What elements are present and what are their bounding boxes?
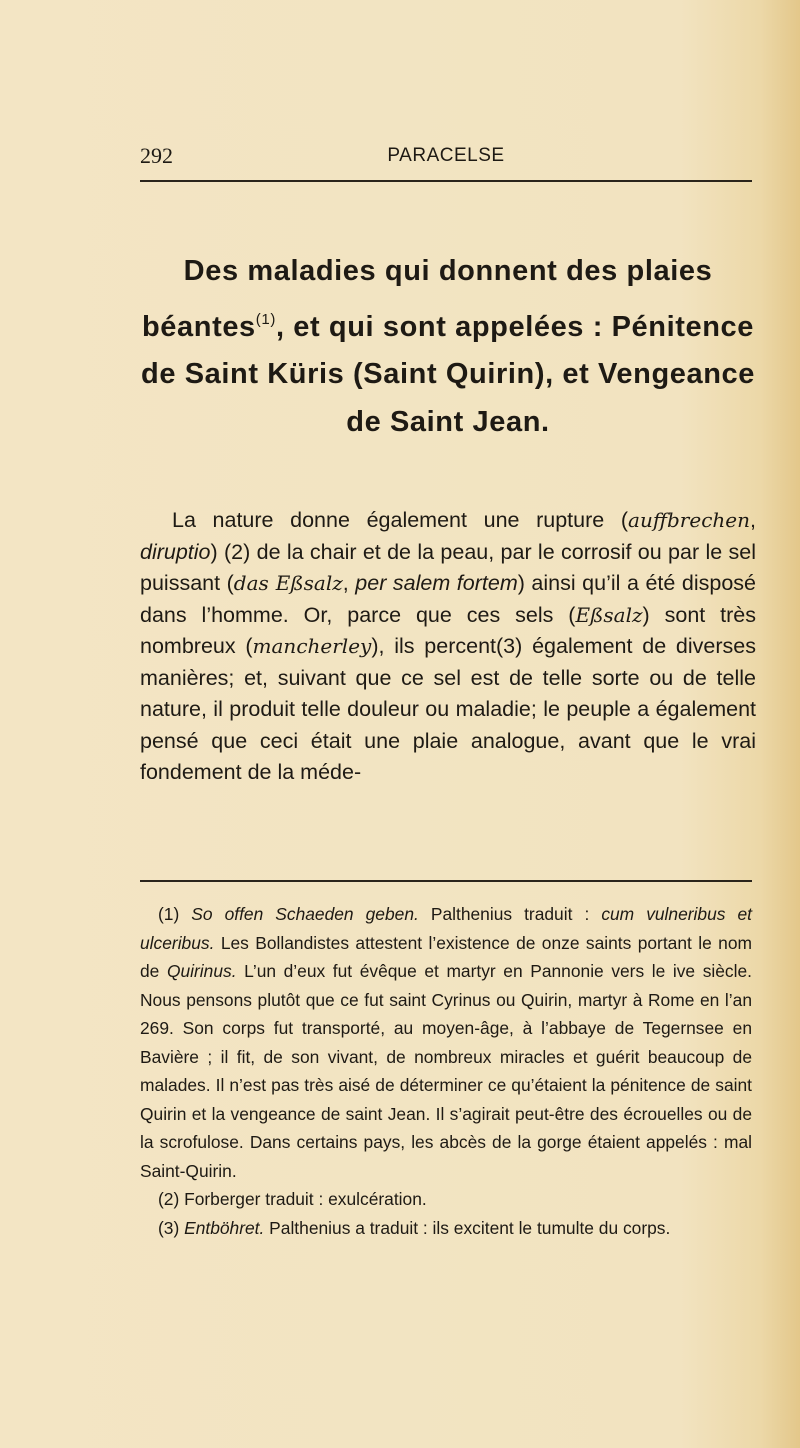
footnote-3 <box>140 1214 752 1243</box>
page-header <box>140 143 752 171</box>
body-text-run: ), ils percent(3) également de diverses manières; et, suivant que ce sel est de telle sorte ou de telle nature, il produit telle douleur ou maladie; le peuple a également pensé que ceci était une plaie analogue, avant que le vrai fondement de la méde- <box>140 634 756 784</box>
footnote-text-run: (1) <box>158 904 192 924</box>
gothic-term: mancherley <box>252 634 372 658</box>
body-text <box>140 505 756 789</box>
footnote-text-run: (3) <box>158 1217 185 1238</box>
footnote-text-run: L’un d’eux fut évêque et martyr en Pannonie vers le ive siècle. Nous pensons plutôt que ce fut saint Cyrinus ou Quirin, martyr à Rome en l’an 269. Son corps fut transporté, au moyen-âge, à l’abbaye de Tegernsee en Bavière ; il fit, de son vivant, de nombreux miracles et guérit beaucoup de malades. Il n’est pas très aisé de déterminer ce qu’étaient la pénitence de saint Quirin et la vengeance de saint Jean. Il s’agirait peut-être des écrouelles ou de la scrofulose. Dans certains pays, les abcès de la gorge étaient appelés : mal Saint-Quirin. <box>140 961 752 1181</box>
title-part-1: Des maladies qui donnent des plaies béantes <box>141 255 713 343</box>
body-text-run: La nature donne également une rupture ( <box>172 508 629 532</box>
title-part-2: , et qui sont appelées : Pénitence de Saint Küris (Saint Quirin), et Vengeance de Saint Jean. <box>141 310 755 438</box>
header-rule <box>140 180 752 182</box>
gothic-term: das Eßsalz <box>233 571 343 595</box>
latin-term: diruptio <box>140 539 211 564</box>
footnotes <box>140 900 752 1242</box>
footnote-2: (2) Forberger traduit : exulcération. <box>158 1189 427 1209</box>
footnote-text-run: Les Bollandistes attestent l’existence de onze saints portant le nom de <box>140 932 752 981</box>
latin-term: per salem fortem <box>355 571 518 595</box>
body-paragraph <box>140 505 756 789</box>
footnote-rule <box>140 880 752 882</box>
gothic-term: auffbrechen <box>628 508 751 532</box>
page-number: 292 <box>140 143 173 168</box>
running-head: PARACELSE <box>387 145 505 166</box>
footnote-italic: Entböhret. <box>184 1217 265 1238</box>
gothic-term: Eßsalz <box>575 602 643 627</box>
footnote-italic: So offen Schaeden geben. <box>191 904 419 924</box>
body-text-run: , <box>342 571 356 595</box>
footnote-italic: Quirinus. <box>166 961 237 981</box>
body-text-run: ) (2) de la chair et de la peau, par le corrosif ou par le sel puissant ( <box>140 539 756 595</box>
footnote-1 <box>140 900 752 1185</box>
body-text-run: ) sont très nombreux ( <box>140 602 757 658</box>
body-text-run: , <box>750 508 756 532</box>
footnote-italic: cum vulneribus et ulceribus. <box>140 904 752 953</box>
title-footnote-ref: (1) <box>255 310 276 328</box>
body-text-run: ) ainsi qu’il a été disposé dans l’homme. Or, parce que ces sels ( <box>140 571 756 627</box>
chapter-title <box>140 248 756 446</box>
footnote-text-run: Palthenius traduit : <box>418 904 602 924</box>
footnote-text-run: Palthenius a traduit : ils excitent le tumulte du corps. <box>264 1217 671 1238</box>
